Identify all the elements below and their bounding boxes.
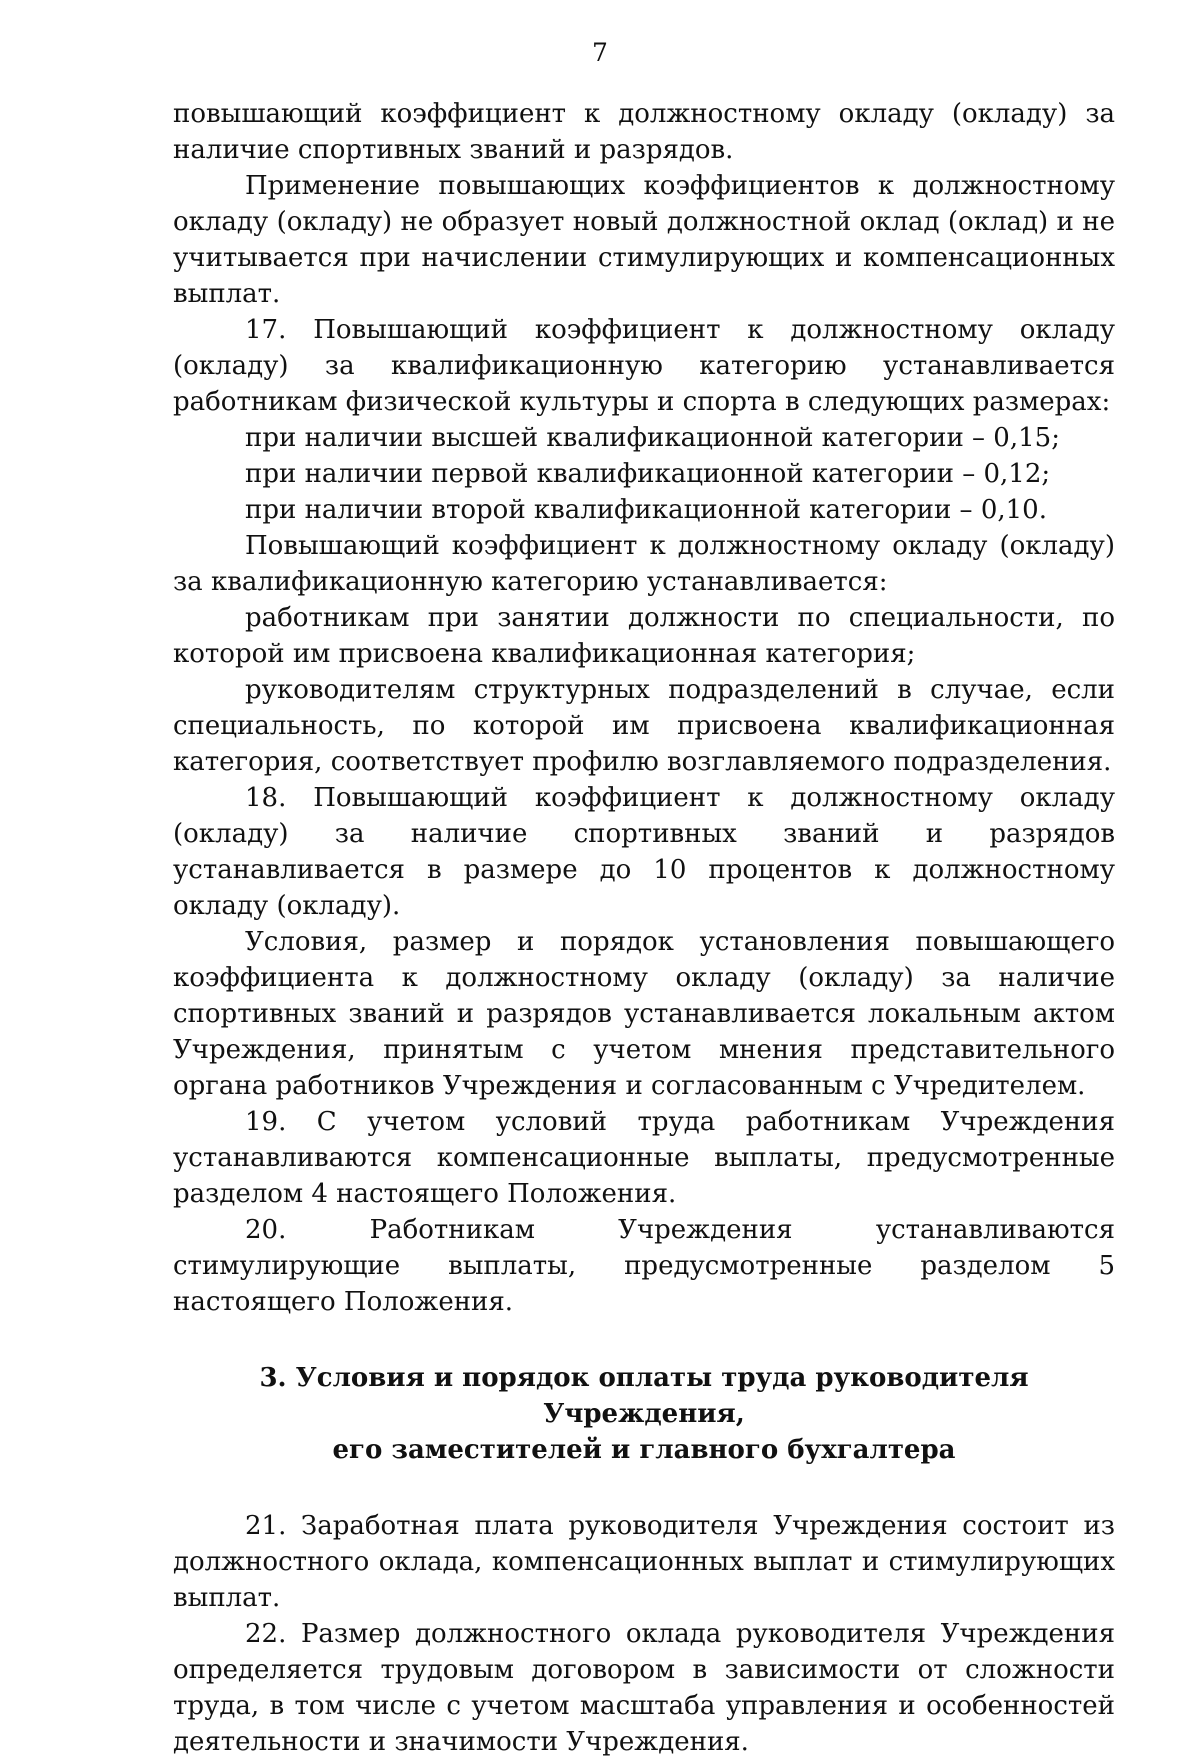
paragraph-19: 19. С учетом условий труда работникам Учреждения устанавливаются компенсационные выплаты, предусмотренные разделом 4 настоящего Положения. [173, 1107, 1115, 1209]
paragraph-heads-of-units: руководителям структурных подразделений в случае, если специальность, по которой им присвоена квалификационная категория, соответствует профилю возглавляемого подразделения. [173, 675, 1115, 777]
list-item-second-category: при наличии второй квалификационной категории – 0,10. [245, 495, 1047, 525]
paragraph-continuation: повышающий коэффициент к должностному окладу (окладу) за наличие спортивных званий и разрядов. [173, 99, 1115, 165]
list-item-first-category: при наличии первой квалификационной категории – 0,12; [245, 459, 1051, 489]
paragraph-employees: работникам при занятии должности по специальности, по которой им присвоена квалификационная категория; [173, 603, 1115, 669]
paragraph-18: 18. Повышающий коэффициент к должностному окладу (окладу) за наличие спортивных званий и разрядов устанавливается в размере до 10 процентов к должностному окладу (окладу). [173, 783, 1115, 921]
section-heading [173, 1360, 1115, 1468]
section-heading-line-2: его заместителей и главного бухгалтера [332, 1435, 956, 1465]
paragraph-22: 22. Размер должностного оклада руководителя Учреждения определяется трудовым договором в зависимости от сложности труда, в том числе с учетом масштаба управления и особенностей деятельности и значимости Учреждения. [173, 1619, 1115, 1757]
paragraph-conditions: Условия, размер и порядок установления повышающего коэффициента к должностному окладу (окладу) за наличие спортивных званий и разрядов устанавливается локальным актом Учреждения, принятым с учетом мнения представительного органа работников Учреждения и согласованным с Учредителем. [173, 927, 1115, 1101]
list-item-highest-category: при наличии высшей квалификационной категории – 0,15; [245, 423, 1060, 453]
paragraph-coefficients-note: Применение повышающих коэффициентов к должностному окладу (окладу) не образует новый должностной оклад (оклад) и не учитывается при начислении стимулирующих и компенсационных выплат. [173, 171, 1115, 309]
paragraph-17: 17. Повышающий коэффициент к должностному окладу (окладу) за квалификационную категорию устанавливается работникам физической культуры и спорта в следующих размерах: [173, 315, 1115, 417]
paragraph-20: 20. Работникам Учреждения устанавливаются стимулирующие выплаты, предусмотренные разделом 5 настоящего Положения. [173, 1215, 1115, 1317]
page-number: 7 [592, 38, 608, 67]
document-body [173, 96, 1115, 1760]
section-heading-line-1: 3. Условия и порядок оплаты труда руководителя Учреждения, [259, 1363, 1029, 1429]
paragraph-category-applies: Повышающий коэффициент к должностному окладу (окладу) за квалификационную категорию устанавливается: [173, 531, 1115, 597]
paragraph-21: 21. Заработная плата руководителя Учреждения состоит из должностного оклада, компенсационных выплат и стимулирующих выплат. [173, 1511, 1115, 1613]
